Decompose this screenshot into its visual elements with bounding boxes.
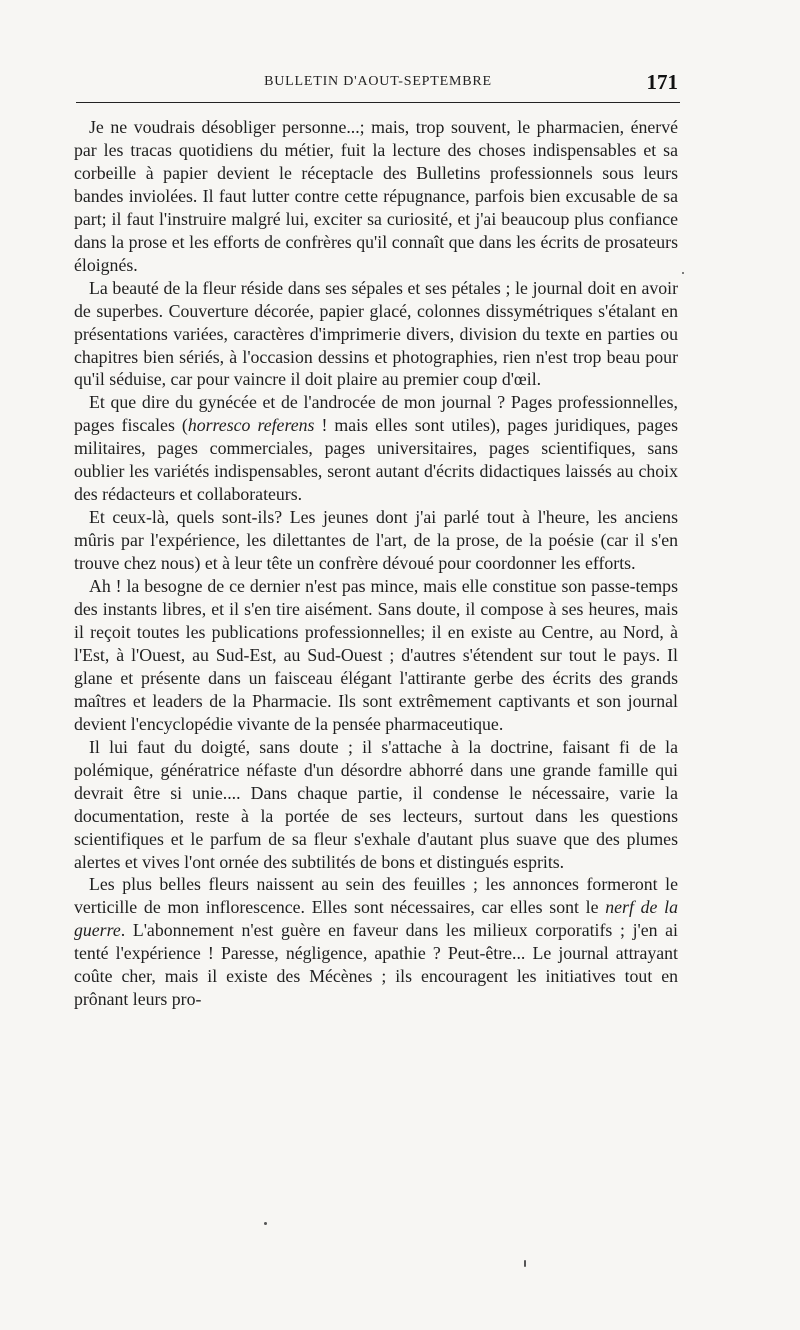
- paragraph-3-text-a: Et que dire du gynécée et de l'androcée de mon journal ? Pages professionnelles, pages fiscales (: [74, 392, 678, 436]
- paragraph-1: Je ne voudrais désobliger personne...; mais, trop souvent, le pharmacien, énervé par les tracas quotidiens du métier, fuit la lecture des choses indispensables et sa corbeille à papier devient le réceptacle des Bulletins professionnels sous leurs bandes inviolées. Il faut lutter contre cette répugnance, parfois bien excusable de sa part; il faut l'instruire malgré lui, exciter sa curiosité, et j'ai beaucoup plus confiance dans la prose et les efforts de confrères qu'il connaît que dans les écrits de prosateurs éloignés.: [74, 117, 678, 275]
- article-body: [74, 116, 678, 1011]
- paragraph-7: [74, 873, 678, 1011]
- paragraph-3: [74, 391, 678, 506]
- paragraph-7-italic: nerf de la guerre: [74, 897, 678, 941]
- print-speck: [524, 1260, 526, 1267]
- paragraph-7-text-b: . L'abonnement n'est guère en faveur dans les milieux corporatifs ; j'en ai tenté l'expérience ! Paresse, négligence, apathie ? Peut-être... Le journal attrayant coûte cher, mais il existe des Mécènes ; ils encouragent les initiatives tout en prônant leurs pro-: [74, 920, 678, 1010]
- paragraph-6: Il lui faut du doigté, sans doute ; il s'attache à la doctrine, faisant fi de la polémique, génératrice néfaste d'un désordre abhorré dans une grande famille qui devrait être si unie.... Dans chaque partie, il condense le nécessaire, varie la documentation, reste à la portée de ses lecteurs, surtout dans les questions scientifiques et le parfum de sa fleur s'exhale d'autant plus suave que des plumes alertes et vives l'ont ornée des subtilités de bons et distingués esprits.: [74, 736, 678, 872]
- paragraph-7-text-a: Les plus belles fleurs naissent au sein des feuilles ; les annonces formeront le verticille de mon inflorescence. Elles sont nécessaires, car elles sont le: [74, 874, 678, 918]
- paragraph-3-italic: horresco referens: [187, 415, 315, 436]
- page-number: 171: [646, 70, 678, 94]
- header-rule: [76, 102, 680, 103]
- print-speck: [682, 272, 684, 274]
- print-speck: [264, 1222, 267, 1225]
- paragraph-3-text-b: ! mais elles sont utiles), pages juridiques, pages militaires, pages commerciales, pages universitaires, pages scientifiques, sans oublier les variétés indispensables, seront autant d'écrits didactiques laissés au choix des rédacteurs et collaborateurs.: [74, 415, 678, 505]
- paragraph-5: Ah ! la besogne de ce dernier n'est pas mince, mais elle constitue son passe-temps des instants libres, et il s'en tire aisément. Sans doute, il compose à ses heures, mais il reçoit toutes les publications professionnelles; il en existe au Centre, au Nord, à l'Est, à l'Ouest, au Sud-Est, au Sud-Ouest ; d'autres s'étendent sur tout le pays. Il glane et présente dans un faisceau élégant l'attirante gerbe des écrits des grands maîtres et leaders de la Pharmacie. Ils sont extrêmement captivants et son journal devient l'encyclopédie vivante de la pensée pharmaceutique.: [74, 576, 678, 734]
- paragraph-2: La beauté de la fleur réside dans ses sépales et ses pétales ; le journal doit en avoir de superbes. Couverture décorée, papier glacé, colonnes dissymétriques s'étalant en présentations variées, caractères d'imprimerie divers, division du texte en parties ou chapitres bien sériés, à l'occasion dessins et photographies, rien n'est trop beau pour qu'il séduise, car pour vaincre il doit plaire au premier coup d'œil.: [74, 277, 678, 390]
- running-header: [76, 70, 680, 98]
- running-title: BULLETIN D'AOUT-SEPTEMBRE: [264, 74, 492, 89]
- paragraph-4: Et ceux-là, quels sont-ils? Les jeunes dont j'ai parlé tout à l'heure, les anciens mûris par l'expérience, les dilettantes de l'art, de la prose, de la poésie (car il s'en trouve chez nous) et à leur tête un confrère dévoué pour coordonner les efforts.: [74, 507, 678, 574]
